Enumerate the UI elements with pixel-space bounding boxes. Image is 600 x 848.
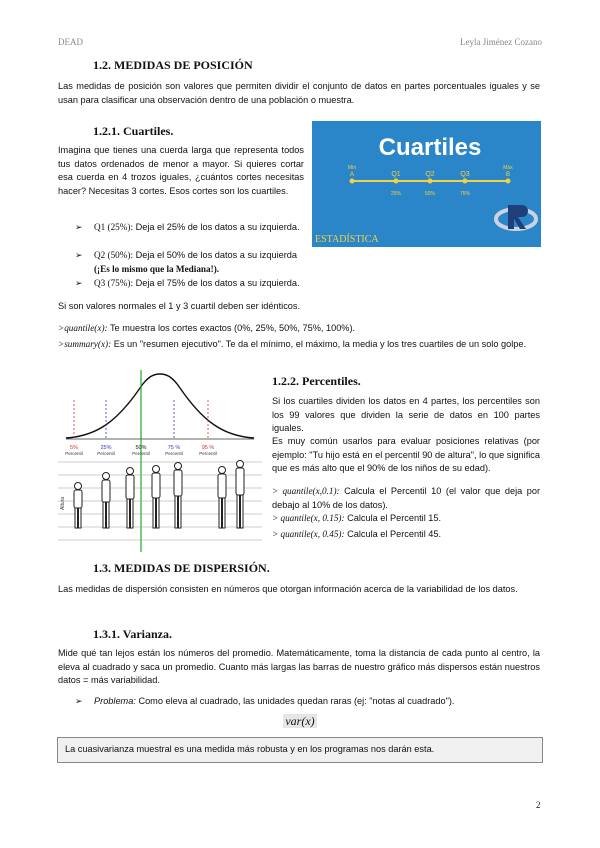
quantile-cmd: >quantile(x): — [58, 323, 108, 333]
q3-text: Deja el 75% de los datos a su izquierda. — [135, 278, 300, 288]
banner-p50: 50% — [424, 191, 436, 197]
banner-title: Cuartiles — [378, 134, 482, 161]
people-figures-icon — [74, 461, 244, 529]
banner-p75: 75% — [459, 191, 471, 197]
c2-line — [272, 512, 540, 526]
quantile-line — [58, 322, 540, 336]
section-title-1-2-2: 1.2.2. Percentiles. — [272, 374, 361, 388]
info-box-text: La cuasivarianza muestral es una medida más robusta y en los programas nos darán esta. — [65, 744, 435, 754]
q2-text: Deja el 50% de los datos a su izquierda — [135, 250, 298, 260]
percentile-figure-graphic — [58, 370, 262, 552]
info-box — [57, 737, 543, 763]
section-title-1-3-1: 1.3.1. Varianza. — [93, 627, 173, 641]
bullet-q2: ➢ Q2 (50%): Deja el 50% de los datos a su izquierda (¡Es lo mismo que la Mediana!). — [75, 250, 298, 274]
c1-line — [272, 485, 540, 512]
bullet-q1: ➢ Q1 (25%): Deja el 25% de los datos a su izquierda. — [75, 222, 300, 232]
banner-q2: Q2 — [425, 171, 435, 178]
banner-dot-q1 — [394, 179, 399, 184]
banner-q1: Q1 — [391, 171, 401, 178]
label-p95-b: Percentil — [199, 451, 217, 456]
header-left: DEAD — [58, 37, 83, 47]
formula-text: var(x) — [285, 714, 315, 728]
c3-line — [272, 528, 540, 542]
label-p95-a: 95 % — [201, 445, 215, 451]
c3-cmd: > quantile(x, 0.45): — [272, 529, 345, 539]
c3-text: Calcula el Percentil 45. — [347, 529, 442, 539]
label-p50-a: 50% — [135, 445, 147, 451]
s12-intro: Las medidas de posición son valores que permiten dividir el conjunto de datos en partes porcentuales iguales y se usan para clasificar una observación dentro de una población o muestra. — [58, 81, 540, 105]
section-title-1-2: 1.2. MEDIDAS DE POSICIÓN — [93, 58, 253, 72]
label-p5-a: 5% — [70, 445, 78, 451]
q2-label: Q2 (50%): — [94, 250, 134, 260]
page-number: 2 — [536, 800, 541, 810]
label-p75-a: 75 % — [167, 445, 181, 451]
s131-para: Mide qué tan lejos están los números del promedio. Matemáticamente, toma la distancia de cada punto al centro, la eleva al cuadrado y saca un promedio. Cuanto más largas las barras de nuestro gráfico más dispersos están nuestros datos = más variabilidad. — [58, 648, 540, 686]
percentile-figure — [58, 370, 262, 552]
summary-line — [58, 338, 540, 352]
summary-text: Es un "resumen ejecutivo". Te da el mínimo, el máximo, la media y los tres cuartiles de un solo golpe. — [113, 339, 527, 349]
banner-dot-q3 — [463, 179, 468, 184]
normal-note: Si son valores normales el 1 y 3 cuartil deben ser idénticos. — [58, 301, 301, 311]
banner-max: Máx — [503, 165, 513, 171]
cuartiles-banner — [312, 121, 541, 247]
summary-cmd: >summary(x): — [58, 339, 112, 349]
formula — [0, 714, 600, 729]
q1-text: Deja el 25% de los datos a su izquierda. — [135, 222, 300, 232]
banner-dot-a — [350, 179, 355, 184]
bell-curve — [66, 374, 254, 438]
banner-min: Mín — [347, 165, 357, 171]
banner-dot-q2 — [428, 179, 433, 184]
q2-extra: (¡Es lo mismo que la Mediana!). — [94, 263, 220, 274]
banner-q3: Q3 — [460, 171, 470, 178]
c1-cmd: > quantile(x,0.1): — [272, 486, 340, 496]
problem-text: Como eleva al cuadrado, las unidades quedan raras (ej: "notas al cuadrado"). — [138, 696, 455, 706]
s122-p2: Es muy común usarlos para evaluar posiciones relativas (por ejemplo: "Tu hijo está en el percentil 90 de altura", lo que significa que es más alto que el 90% de los niños de su edad). — [272, 436, 540, 474]
bullet-q3: ➢ Q3 (75%): Deja el 75% de los datos a su izquierda. — [75, 278, 300, 288]
bullet-problem: ➢ Problema: Como eleva al cuadrado, las unidades quedan raras (ej: "notas al cuadrado"). — [75, 696, 455, 706]
banner-b: B — [505, 172, 511, 178]
s122-p1: Si los cuartiles dividen los datos en 4 partes, los percentiles son los 99 valores que dividen la serie de datos en 100 partes iguales. — [272, 396, 540, 434]
r-logo-icon — [496, 205, 536, 229]
q3-label: Q3 (75%): — [94, 278, 134, 288]
s13-intro: Las medidas de dispersión consisten en números que otorgan información acerca de la variabilidad de los datos. — [58, 584, 518, 594]
banner-dot-b — [506, 179, 511, 184]
s121-para: Imagina que tienes una cuerda larga que representa todos tus datos ordenados de menor a mayor. Si quieres cortar esa cuerda en 4 trozos iguales, ¿cuántos cortes necesitas hacer? Necesitas 3 cortes. Esos cortes son los cuartiles. — [58, 145, 304, 196]
q1-label: Q1 (25%): — [94, 222, 134, 232]
section-title-1-3: 1.3. MEDIDAS DE DISPERSIÓN. — [93, 561, 270, 575]
label-p50-b: Percentil — [132, 451, 150, 456]
label-p5-b: Percentil — [65, 451, 83, 456]
banner-subtitle: ESTADÍSTICA — [315, 234, 379, 245]
cuartiles-banner-graphic — [312, 121, 541, 247]
c2-text: Calcula el Percentil 15. — [347, 513, 442, 523]
section-title-1-2-1: 1.2.1. Cuartiles. — [93, 124, 174, 138]
c2-cmd: > quantile(x, 0.15): — [272, 513, 345, 523]
y-axis-label: Altura — [60, 496, 66, 510]
banner-p25: 25% — [390, 191, 402, 197]
label-p25-b: Percentil — [97, 451, 115, 456]
banner-a: A — [349, 172, 355, 178]
c1-text: Calcula el Percentil 10 (el valor que deja por debajo al 10% de los datos). — [272, 486, 541, 510]
label-p25-a: 25% — [100, 445, 112, 451]
header-right: Leyla Jiménez Cozano — [460, 37, 542, 47]
problem-label: Problema: — [94, 696, 136, 706]
quantile-text: Te muestra los cortes exactos (0%, 25%, 50%, 75%, 100%). — [109, 323, 356, 333]
label-p75-b: Percentil — [165, 451, 183, 456]
